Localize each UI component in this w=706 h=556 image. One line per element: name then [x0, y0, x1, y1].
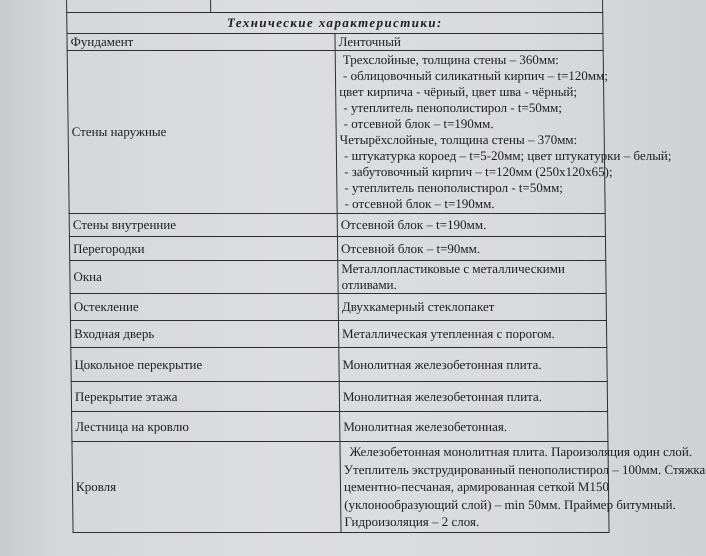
- table-row: [69, 214, 605, 237]
- table-row: [71, 348, 607, 382]
- table-row: [72, 412, 608, 442]
- value-line: Гидроизоляция – 2 слоя.: [344, 514, 480, 529]
- document-sheet: [66, 0, 706, 533]
- table-title: Технические характеристики:: [67, 13, 603, 34]
- value-line: - штукатурка короед – t=5-20мм; цвет штукатурки – белый;: [343, 148, 672, 163]
- table-row: [70, 294, 606, 321]
- value-line: - отсевной блок – t=190мм.: [343, 116, 494, 131]
- value-line: Железобетонная монолитная плита. Пароизоляция один слой.: [349, 444, 693, 459]
- row-value: Отсевной блок – t=90мм.: [337, 237, 605, 261]
- row-value: Ленточный: [335, 34, 603, 51]
- value-line: цвет кирпича - чёрный, цвет шва - чёрный;: [339, 84, 578, 99]
- row-value: Двухкамерный стеклопакет: [338, 294, 606, 321]
- row-value: Монолитная железобетонная плита.: [339, 348, 607, 382]
- table-row: [70, 321, 606, 348]
- row-value: [335, 51, 672, 214]
- row-value: Монолитная железобетонная плита.: [339, 382, 607, 412]
- row-label: Кровля: [72, 442, 341, 533]
- row-value: [340, 442, 706, 533]
- table-row: [72, 442, 609, 533]
- row-label: Цокольное перекрытие: [71, 348, 339, 382]
- value-line: Трехслойные, толщина стены – 360мм:: [342, 52, 559, 67]
- row-label: Перекрытие этажа: [71, 382, 339, 412]
- row-label: Перегородки: [69, 237, 337, 261]
- value-line: (уклонообразующий слой) – min 50мм. Праймер битумный.: [344, 496, 676, 512]
- value-line: - утеплитель пенополистирол - t=50мм;: [344, 180, 563, 195]
- row-label: Стены внутренние: [69, 214, 337, 237]
- value-line: Четырёхслойные, толщина стены – 370мм:: [339, 132, 578, 147]
- value-line: - забутовочный кирпич – t=120мм (250х120х65);: [344, 164, 613, 179]
- row-label: Входная дверь: [70, 321, 338, 348]
- row-value: Металлопластиковые с металлическими отливами.: [338, 261, 606, 294]
- specifications-table: [66, 12, 706, 533]
- value-line: - отсевной блок – t=190мм.: [344, 196, 495, 211]
- row-value: Отсевной блок – t=190мм.: [337, 214, 605, 237]
- row-value: Монолитная железобетонная.: [340, 412, 608, 442]
- value-line: цементно-песчаная, армированная сеткой М150: [343, 479, 610, 494]
- previous-table-row-fragment: [66, 0, 603, 12]
- table-row: [69, 237, 605, 261]
- table-row: [67, 51, 605, 214]
- table-row: [70, 261, 606, 294]
- row-label: Стены наружные: [67, 51, 337, 214]
- row-value: Металлическая утепленная с порогом.: [338, 321, 606, 348]
- table-title-row: [67, 13, 603, 34]
- value-line: - облицовочный силикатный кирпич – t=120мм;: [342, 68, 609, 83]
- table-row: [71, 382, 607, 412]
- row-label: Остекление: [70, 294, 338, 321]
- row-label: Фундамент: [67, 34, 335, 51]
- row-label: Окна: [70, 261, 338, 294]
- row-label: Лестница на кровлю: [72, 412, 340, 442]
- table-row: [67, 34, 603, 51]
- value-line: - утеплитель пенополистирол - t=50мм;: [343, 100, 562, 115]
- value-line: Утеплитель экструдированный пенополистирол – 100мм. Стяжка: [343, 461, 706, 477]
